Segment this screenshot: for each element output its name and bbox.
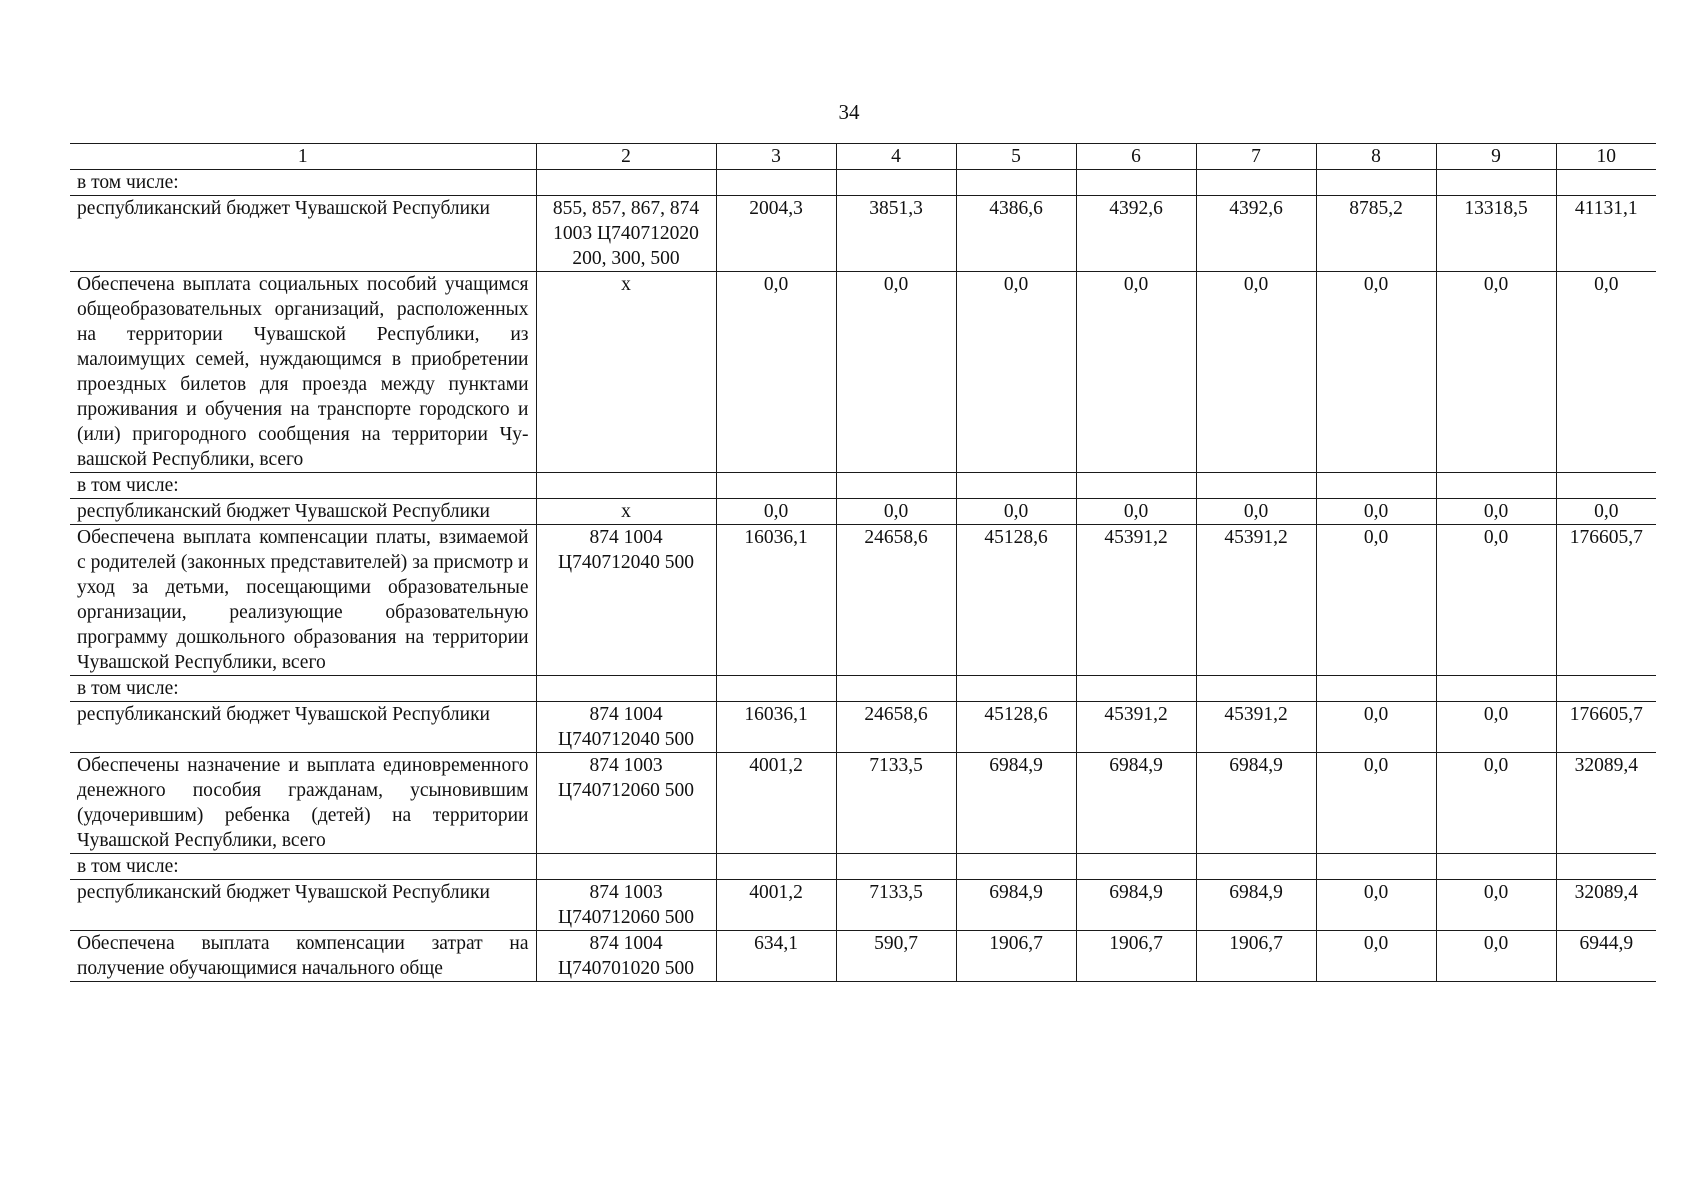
amount-cell: 0,0 <box>1556 272 1656 473</box>
empty-cell <box>536 473 716 499</box>
budget-code: 874 1004 Ц740712040 500 <box>536 702 716 753</box>
amount-cell: 634,1 <box>716 931 836 982</box>
row-description: республиканский бюджет Чувашской Республики <box>70 499 536 525</box>
amount-cell: 176605,7 <box>1556 702 1656 753</box>
amount-cell: 6944,9 <box>1556 931 1656 982</box>
table-row <box>70 525 1656 676</box>
subtotal-label-row <box>70 854 1656 880</box>
row-description: Обеспечена выплата социальных пособий учащимся общеобразовательных организаций, расположенных на территории Чувашской Республики, из малоимущих семей, нуждающимся в приобретении проездных билетов для проезда между пунктами проживания и обучения на транспорте городского и (или) пригородного сообщения на территории Чувашской Республики, всего <box>70 272 536 473</box>
amount-cell: 1906,7 <box>1196 931 1316 982</box>
amount-cell: 24658,6 <box>836 525 956 676</box>
empty-cell <box>836 854 956 880</box>
empty-cell <box>1436 854 1556 880</box>
amount-cell: 6984,9 <box>956 753 1076 854</box>
amount-cell: 32089,4 <box>1556 880 1656 931</box>
amount-cell: 0,0 <box>716 499 836 525</box>
empty-cell <box>536 170 716 196</box>
subtotal-label-row <box>70 170 1656 196</box>
amount-cell: 0,0 <box>716 272 836 473</box>
subtotal-label-row <box>70 676 1656 702</box>
table-row <box>70 931 1656 982</box>
amount-cell: 16036,1 <box>716 702 836 753</box>
empty-cell <box>956 676 1076 702</box>
budget-table <box>70 143 1656 982</box>
empty-cell <box>716 473 836 499</box>
table-row <box>70 880 1656 931</box>
amount-cell: 0,0 <box>836 272 956 473</box>
column-number: 5 <box>956 144 1076 170</box>
amount-cell: 0,0 <box>1316 525 1436 676</box>
amount-cell: 24658,6 <box>836 702 956 753</box>
empty-cell <box>1076 473 1196 499</box>
empty-cell <box>1316 676 1436 702</box>
table-row <box>70 753 1656 854</box>
empty-cell <box>836 676 956 702</box>
page-number: 34 <box>838 100 860 124</box>
amount-cell: 45391,2 <box>1196 525 1316 676</box>
row-label: в том числе: <box>70 676 536 702</box>
amount-cell: 0,0 <box>1436 880 1556 931</box>
amount-cell: 0,0 <box>1076 499 1196 525</box>
empty-cell <box>1316 473 1436 499</box>
empty-cell <box>1436 676 1556 702</box>
budget-code: 874 1004 Ц740701020 500 <box>536 931 716 982</box>
empty-cell <box>1076 676 1196 702</box>
amount-cell: 0,0 <box>1316 702 1436 753</box>
empty-cell <box>536 854 716 880</box>
empty-cell <box>716 170 836 196</box>
row-description: республиканский бюджет Чувашской Республики <box>70 196 536 272</box>
amount-cell: 13318,5 <box>1436 196 1556 272</box>
amount-cell: 7133,5 <box>836 880 956 931</box>
amount-cell: 6984,9 <box>1076 753 1196 854</box>
amount-cell: 6984,9 <box>1076 880 1196 931</box>
amount-cell: 0,0 <box>1436 753 1556 854</box>
amount-cell: 0,0 <box>1076 272 1196 473</box>
empty-cell <box>1196 473 1316 499</box>
amount-cell: 41131,1 <box>1556 196 1656 272</box>
empty-cell <box>1556 854 1656 880</box>
amount-cell: 0,0 <box>1436 525 1556 676</box>
amount-cell: 4386,6 <box>956 196 1076 272</box>
amount-cell: 0,0 <box>1436 272 1556 473</box>
amount-cell: 6984,9 <box>1196 880 1316 931</box>
amount-cell: 0,0 <box>1316 499 1436 525</box>
column-number: 10 <box>1556 144 1656 170</box>
row-label: в том числе: <box>70 473 536 499</box>
amount-cell: 32089,4 <box>1556 753 1656 854</box>
row-description: Обеспечена выплата компенсации платы, взимаемой с родителей (законных представителей) за присмотр и уход за детьми, посещающими образовательные организации, реализующие образовательную программу дошкольного образования на территории Чувашской Республики, всего <box>70 525 536 676</box>
amount-cell: 6984,9 <box>956 880 1076 931</box>
amount-cell: 45391,2 <box>1076 525 1196 676</box>
subtotal-label-row <box>70 473 1656 499</box>
empty-cell <box>1196 676 1316 702</box>
amount-cell: 6984,9 <box>1196 753 1316 854</box>
budget-code: х <box>536 272 716 473</box>
amount-cell: 0,0 <box>1316 753 1436 854</box>
amount-cell: 4001,2 <box>716 880 836 931</box>
amount-cell: 590,7 <box>836 931 956 982</box>
amount-cell: 4392,6 <box>1076 196 1196 272</box>
amount-cell: 176605,7 <box>1556 525 1656 676</box>
budget-code: 855, 857, 867, 874 1003 Ц740712020 200, 300, 500 <box>536 196 716 272</box>
empty-cell <box>1556 170 1656 196</box>
amount-cell: 45128,6 <box>956 702 1076 753</box>
amount-cell: 0,0 <box>1316 272 1436 473</box>
amount-cell: 7133,5 <box>836 753 956 854</box>
empty-cell <box>716 676 836 702</box>
column-number: 3 <box>716 144 836 170</box>
empty-cell <box>1316 854 1436 880</box>
amount-cell: 0,0 <box>1196 272 1316 473</box>
empty-cell <box>1436 170 1556 196</box>
empty-cell <box>956 473 1076 499</box>
budget-code: 874 1004 Ц740712040 500 <box>536 525 716 676</box>
amount-cell: 1906,7 <box>956 931 1076 982</box>
row-label: в том числе: <box>70 170 536 196</box>
empty-cell <box>1556 676 1656 702</box>
amount-cell: 0,0 <box>1436 499 1556 525</box>
empty-cell <box>1316 170 1436 196</box>
table-row <box>70 499 1656 525</box>
column-number: 9 <box>1436 144 1556 170</box>
row-description: Обеспечены назначение и выплата единовременного денежного пособия гражданам, усыновившим (удочерившим) ребенка (детей) на территории Чувашской Республики, всего <box>70 753 536 854</box>
budget-code: х <box>536 499 716 525</box>
amount-cell: 0,0 <box>956 272 1076 473</box>
amount-cell: 8785,2 <box>1316 196 1436 272</box>
empty-cell <box>716 854 836 880</box>
row-description: Обеспечена выплата компенсации затрат на получение обучающимися начального обще <box>70 931 536 982</box>
table-row <box>70 196 1656 272</box>
table-row <box>70 702 1656 753</box>
amount-cell: 45391,2 <box>1196 702 1316 753</box>
column-number: 7 <box>1196 144 1316 170</box>
empty-cell <box>1196 854 1316 880</box>
amount-cell: 0,0 <box>1196 499 1316 525</box>
amount-cell: 3851,3 <box>836 196 956 272</box>
column-number: 8 <box>1316 144 1436 170</box>
column-number: 4 <box>836 144 956 170</box>
row-description: республиканский бюджет Чувашской Республики <box>70 702 536 753</box>
empty-cell <box>1076 170 1196 196</box>
amount-cell: 0,0 <box>1436 702 1556 753</box>
amount-cell: 0,0 <box>836 499 956 525</box>
column-number: 6 <box>1076 144 1196 170</box>
row-label: в том числе: <box>70 854 536 880</box>
amount-cell: 0,0 <box>1436 931 1556 982</box>
amount-cell: 0,0 <box>1316 931 1436 982</box>
empty-cell <box>956 854 1076 880</box>
amount-cell: 2004,3 <box>716 196 836 272</box>
amount-cell: 4392,6 <box>1196 196 1316 272</box>
amount-cell: 0,0 <box>1316 880 1436 931</box>
empty-cell <box>836 170 956 196</box>
empty-cell <box>536 676 716 702</box>
column-number: 2 <box>536 144 716 170</box>
amount-cell: 1906,7 <box>1076 931 1196 982</box>
amount-cell: 4001,2 <box>716 753 836 854</box>
row-description: республиканский бюджет Чувашской Республики <box>70 880 536 931</box>
amount-cell: 45391,2 <box>1076 702 1196 753</box>
empty-cell <box>1556 473 1656 499</box>
amount-cell: 16036,1 <box>716 525 836 676</box>
empty-cell <box>1076 854 1196 880</box>
column-number-row <box>70 144 1656 170</box>
table-row <box>70 272 1656 473</box>
empty-cell <box>956 170 1076 196</box>
empty-cell <box>1196 170 1316 196</box>
amount-cell: 0,0 <box>956 499 1076 525</box>
amount-cell: 0,0 <box>1556 499 1656 525</box>
budget-code: 874 1003 Ц740712060 500 <box>536 753 716 854</box>
budget-code: 874 1003 Ц740712060 500 <box>536 880 716 931</box>
column-number: 1 <box>70 144 536 170</box>
empty-cell <box>1436 473 1556 499</box>
empty-cell <box>836 473 956 499</box>
amount-cell: 45128,6 <box>956 525 1076 676</box>
